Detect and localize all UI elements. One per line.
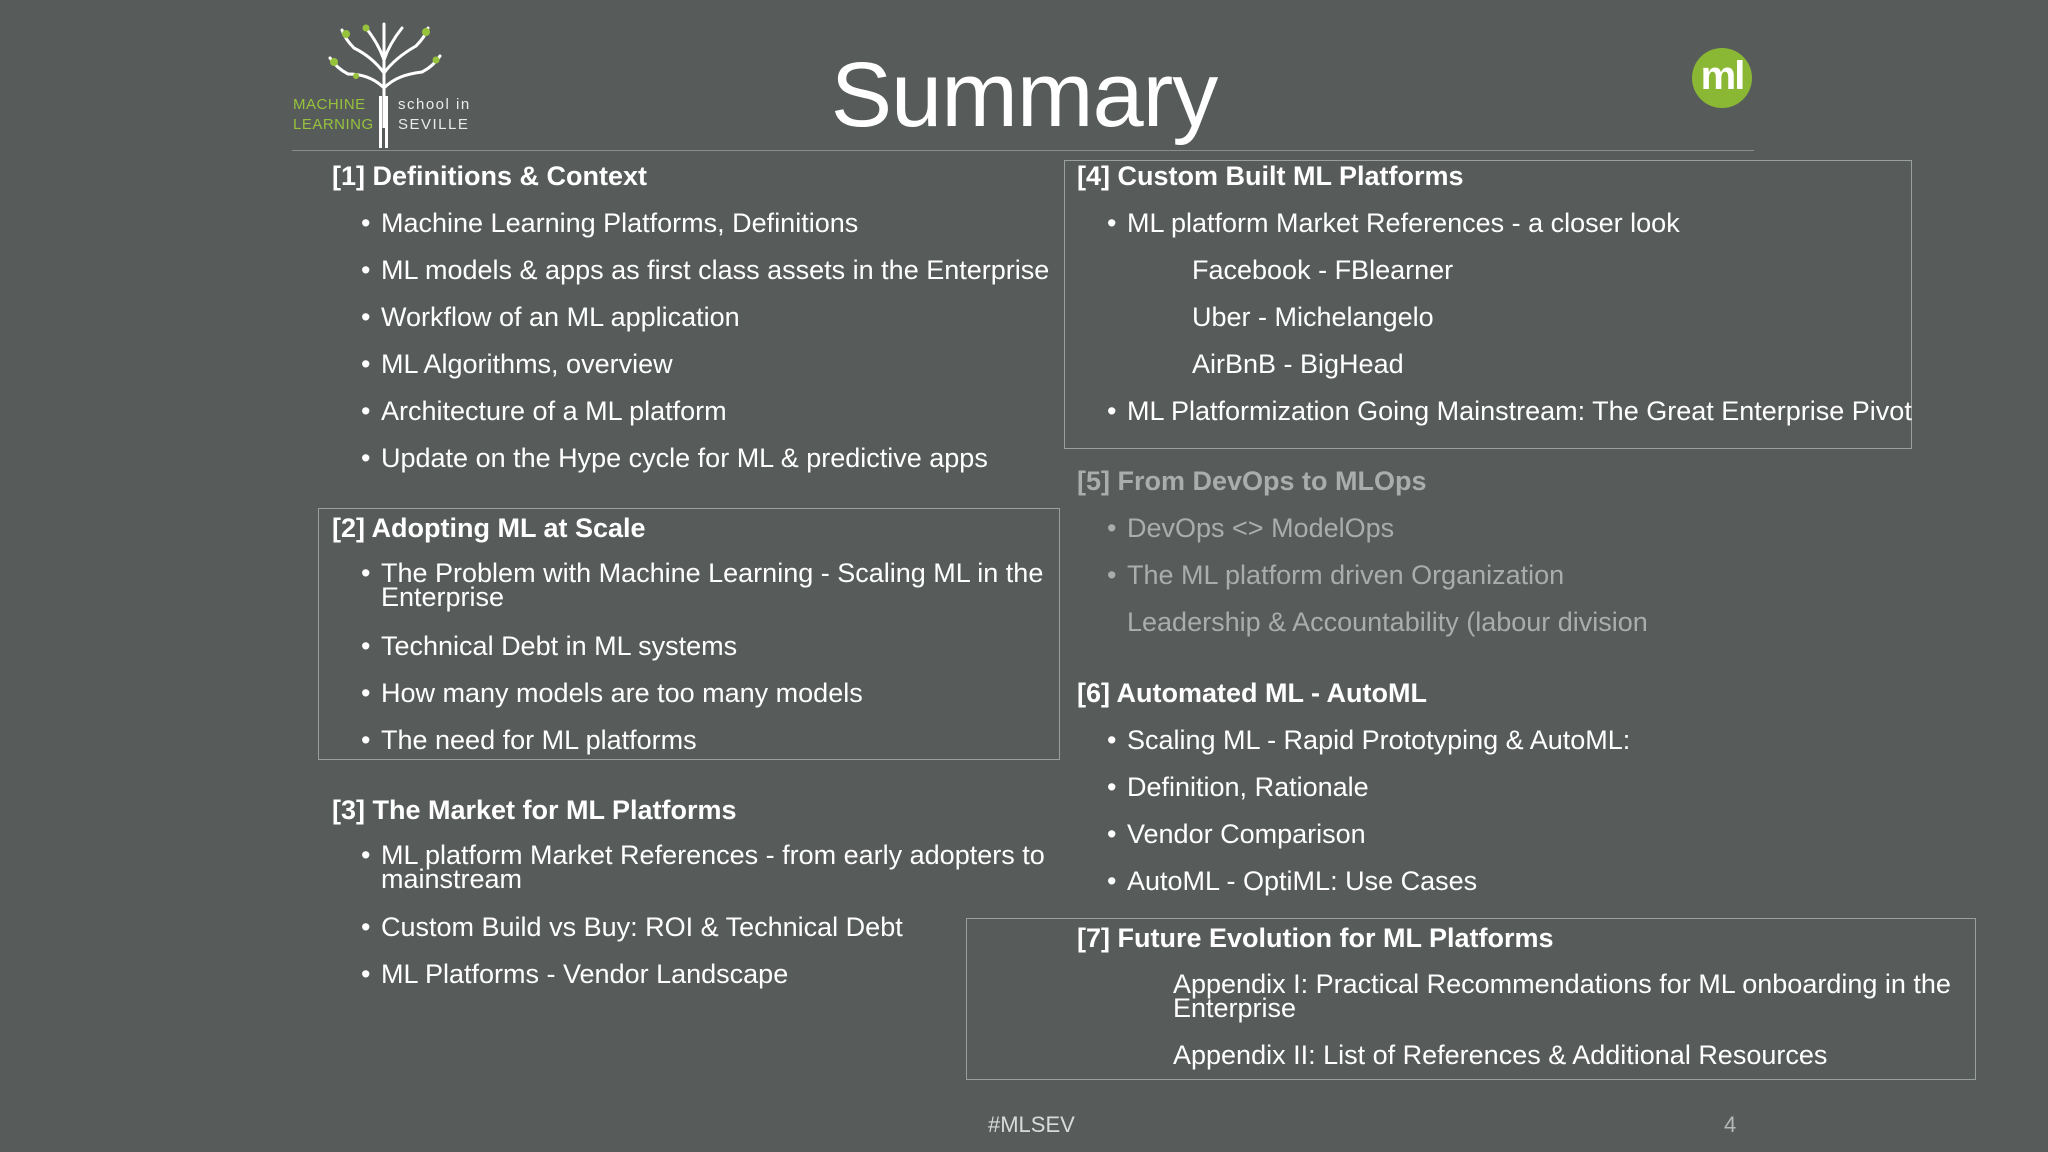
section-1-item: • ML Algorithms, overview <box>381 348 673 380</box>
section-2-item: • The need for ML platforms <box>381 724 697 756</box>
section-1-item: • Workflow of an ML application <box>381 301 740 333</box>
section-1-item: • Architecture of a ML platform <box>381 395 727 427</box>
logo-word-learning: LEARNING <box>293 116 374 133</box>
section-7-heading: [7] Future Evolution for ML Platforms <box>1077 923 1554 953</box>
section-4-item: • ML Platformization Going Mainstream: The Great Enterprise Pivot <box>1127 395 1912 427</box>
section-6-item: • Scaling ML - Rapid Prototyping & AutoML: <box>1127 724 1630 756</box>
section-4-subitem: Uber - Michelangelo <box>1192 302 1434 332</box>
section-6-item: • AutoML - OptiML: Use Cases <box>1127 865 1477 897</box>
section-2-item: • Technical Debt in ML systems <box>381 630 737 662</box>
section-2-heading: [2] Adopting ML at Scale <box>332 513 646 543</box>
logo-word-school: school in <box>398 96 471 113</box>
section-4-item: • ML platform Market References - a closer look <box>1127 207 1680 239</box>
logo-word-seville: SEVILLE <box>398 116 470 133</box>
section-3-item: • ML platform Market References - from early adopters to mainstream <box>381 843 1056 891</box>
section-5-heading: [5] From DevOps to MLOps <box>1077 466 1427 496</box>
section-1-item: • Update on the Hype cycle for ML & predictive apps <box>381 442 988 474</box>
section-3-heading: [3] The Market for ML Platforms <box>332 795 737 825</box>
footer-hashtag: #MLSEV <box>988 1112 1075 1137</box>
section-1-item: • Machine Learning Platforms, Definitions <box>381 207 858 239</box>
section-3-item: • ML Platforms - Vendor Landscape <box>381 958 788 990</box>
section-5-item: • DevOps <> ModelOps <box>1127 512 1394 544</box>
logo-word-machine: MACHINE <box>293 96 366 113</box>
section-2-item: • The Problem with Machine Learning - Scaling ML in the Enterprise <box>381 561 1056 609</box>
section-5-subitem: Leadership & Accountability (labour division <box>1127 607 1648 637</box>
ml-badge-icon: ml <box>1692 48 1752 108</box>
section-2-item: • How many models are too many models <box>381 677 863 709</box>
page-number: 4 <box>1724 1112 1737 1137</box>
slide-title: Summary <box>830 44 1218 146</box>
section-3-item: • Custom Build vs Buy: ROI & Technical Debt <box>381 911 903 943</box>
section-6-item: • Definition, Rationale <box>1127 771 1369 803</box>
section-7-item: Appendix I: Practical Recommendations for ML onboarding in the Enterprise <box>1173 969 1951 1023</box>
title-divider <box>292 150 1754 151</box>
section-4-heading: [4] Custom Built ML Platforms <box>1077 161 1464 191</box>
section-5-item: • The ML platform driven Organization <box>1127 559 1564 591</box>
section-4-subitem: AirBnB - BigHead <box>1192 349 1404 379</box>
section-1-item: • ML models & apps as first class assets in the Enterprise <box>381 254 1049 286</box>
section-4-subitem: Facebook - FBlearner <box>1192 255 1454 285</box>
section-6-heading: [6] Automated ML - AutoML <box>1077 678 1427 708</box>
section-7-item: Appendix II: List of References & Additional Resources <box>1173 1040 1828 1070</box>
section-1-heading: [1] Definitions & Context <box>332 161 647 191</box>
section-6-item: • Vendor Comparison <box>1127 818 1366 850</box>
